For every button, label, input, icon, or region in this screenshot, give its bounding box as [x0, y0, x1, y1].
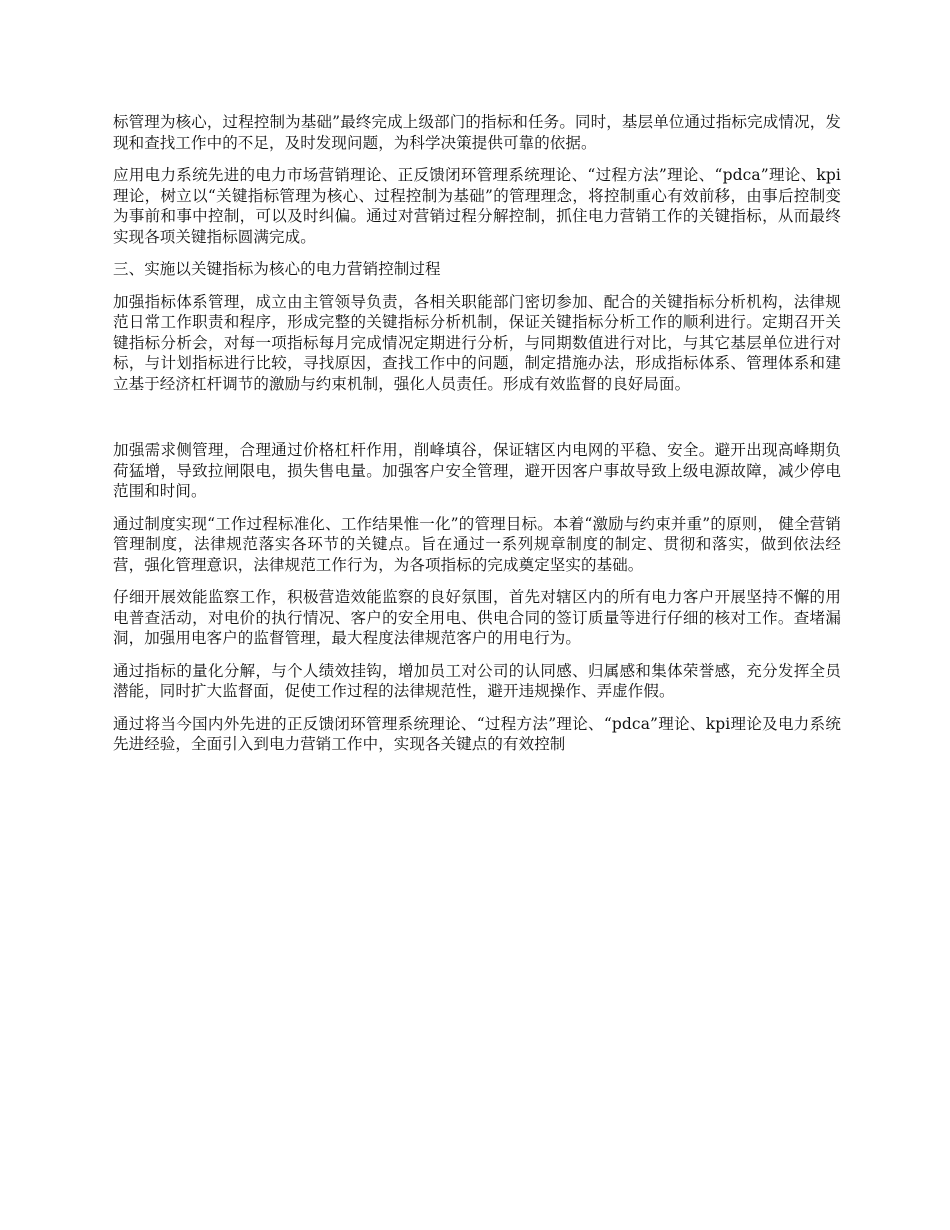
paragraph-4: 加强需求侧管理，合理通过价格杠杆作用，削峰填谷，保证辖区内电网的平稳、安全。避开出现高峰期负荷猛增，导致拉闸限电，损失售电量。加强客户安全管理，避开因客户事故导致上级电源故障，减少停电范围和时间。	[113, 441, 841, 500]
section-heading: 三、实施以关键指标为核心的电力营销控制过程	[113, 260, 441, 278]
paragraph-2: 应用电力系统先进的电力市场营销理论、正反馈闭环管理系统理论、“过程方法”理论、“pdca”理论、kpi理论，树立以“关键指标管理为核心、过程控制为基础”的管理理念，将控制重心有效前移，由事后控制变为事前和事中控制，可以及时纠偏。通过对营销过程分解控制，抓住电力营销工作的关键指标，从而最终实现各项关键指标圆满完成。	[113, 166, 841, 246]
paragraph-3: 加强指标体系管理，成立由主管领导负责，各相关职能部门密切参加、配合的关键指标分析机构，法律规范日常工作职责和程序，形成完整的关键指标分析机制，保证关键指标分析工作的顺利进行。定期召开关键指标分析会，对每一项指标每月完成情况定期进行分析，与同期数值进行对比，与其它基层单位进行对标，与计划指标进行比较，寻找原因，查找工作中的问题，制定措施办法，形成指标体系、管理体系和建立基于经济杠杆调节的激励与约束机制，强化人员责任。形成有效监督的良好局面。	[113, 292, 841, 393]
blank-gap	[113, 406, 841, 440]
paragraph-8: 通过将当今国内外先进的正反馈闭环管理系统理论、“过程方法”理论、“pdca”理论、kpi理论及电力系统先进经验，全面引入到电力营销工作中，实现各关键点的有效控制	[113, 714, 841, 753]
document-page	[113, 112, 841, 767]
paragraph-6: 仔细开展效能监察工作，积极营造效能监察的良好氛围，首先对辖区内的所有电力客户开展坚持不懈的用电普查活动，对电价的执行情况、客户的安全用电、供电合同的签订质量等进行仔细的核对工作。查堵漏洞，加强用电客户的监督管理，最大程度法律规范客户的用电行为。	[113, 588, 841, 647]
paragraph-7: 通过指标的量化分解，与个人绩效挂钩，增加员工对公司的认同感、归属感和集体荣誉感，充分发挥全员潜能，同时扩大监督面，促使工作过程的法律规范性，避开违规操作、弄虚作假。	[113, 661, 841, 700]
paragraph-1: 标管理为核心，过程控制为基础”最终完成上级部门的指标和任务。同时，基层单位通过指标完成情况，发现和查找工作中的不足，及时发现问题，为科学决策提供可靠的依据。	[113, 113, 841, 152]
paragraph-5: 通过制度实现“工作过程标准化、工作结果惟一化”的管理目标。本着“激励与约束并重”的原则， 健全营销管理制度，法律规范落实各环节的关键点。旨在通过一系列规章制度的制定、贯彻和落实，做到依法经营，强化管理意识，法律规范工作行为，为各项指标的完成奠定坚实的基础。	[113, 514, 841, 574]
